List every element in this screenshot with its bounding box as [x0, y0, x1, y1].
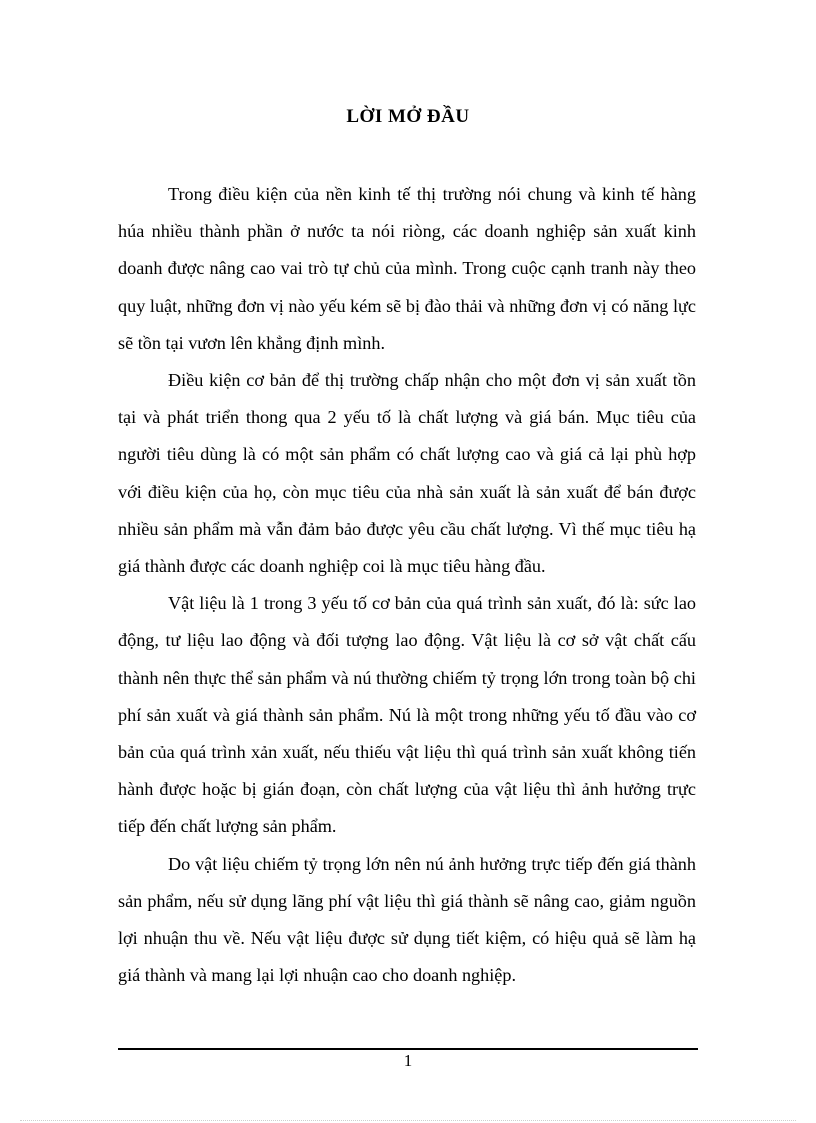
paragraph: Vật liệu là 1 trong 3 yếu tố cơ bản của quá trình sản xuất, đó là: sức lao động, tư liệu lao động và đối tượng lao động. Vật liệu là cơ sở vật chất cấu thành nên thực thể sản phẩm và nú thường chiếm tỷ trọng lớn trong toàn bộ chi phí sản xuất và giá thành sản phẩm. Nú là một trong những yếu tố đầu vào cơ bản của quá trình xản xuất, nếu thiếu vật liệu thì quá trình sản xuất không tiến hành được hoặc bị gián đoạn, còn chất lượng của vật liệu thì ảnh hưởng trực tiếp đến chất lượng sản phẩm.	[118, 593, 696, 837]
page-title: LỜI MỞ ĐẦU	[346, 106, 470, 127]
page-edge-divider	[20, 1120, 796, 1121]
body-text	[118, 176, 696, 994]
paragraph: Điều kiện cơ bản để thị trường chấp nhận cho một đơn vị sản xuất tồn tại và phát triển thong qua 2 yếu tố là chất lượng và giá bán. Mục tiêu của người tiêu dùng là có một sản phẩm có chất lượng cao và giá cả lại phù hợp với điều kiện của họ, còn mục tiêu của nhà sản xuất là sản xuất để bán được nhiều sản phẩm mà vẫn đảm bảo được yêu cầu chất lượng. Vì thế mục tiêu hạ giá thành được các doanh nghiệp coi là mục tiêu hàng đầu.	[118, 370, 696, 577]
footer-divider	[118, 1048, 698, 1050]
page-number: 1	[403, 1051, 413, 1070]
paragraph: Trong điều kiện của nền kinh tế thị trường nói chung và kinh tế hàng húa nhiều thành phần ở nước ta nói riòng, các doanh nghiệp sản xuất kinh doanh được nâng cao vai trò tự chủ của mình. Trong cuộc cạnh tranh này theo quy luật, những đơn vị nào yếu kém sẽ bị đào thải và những đơn vị có năng lực sẽ tồn tại vươn lên khẳng định mình.	[118, 184, 696, 353]
paragraph: Do vật liệu chiếm tỷ trọng lớn nên nú ảnh hưởng trực tiếp đến giá thành sản phẩm, nếu sử dụng lãng phí vật liệu thì giá thành sẽ nâng cao, giảm nguồn lợi nhuận thu về. Nếu vật liệu được sử dụng tiết kiệm, có hiệu quả sẽ làm hạ giá thành và mang lại lợi nhuận cao cho doanh nghiệp.	[118, 853, 696, 986]
